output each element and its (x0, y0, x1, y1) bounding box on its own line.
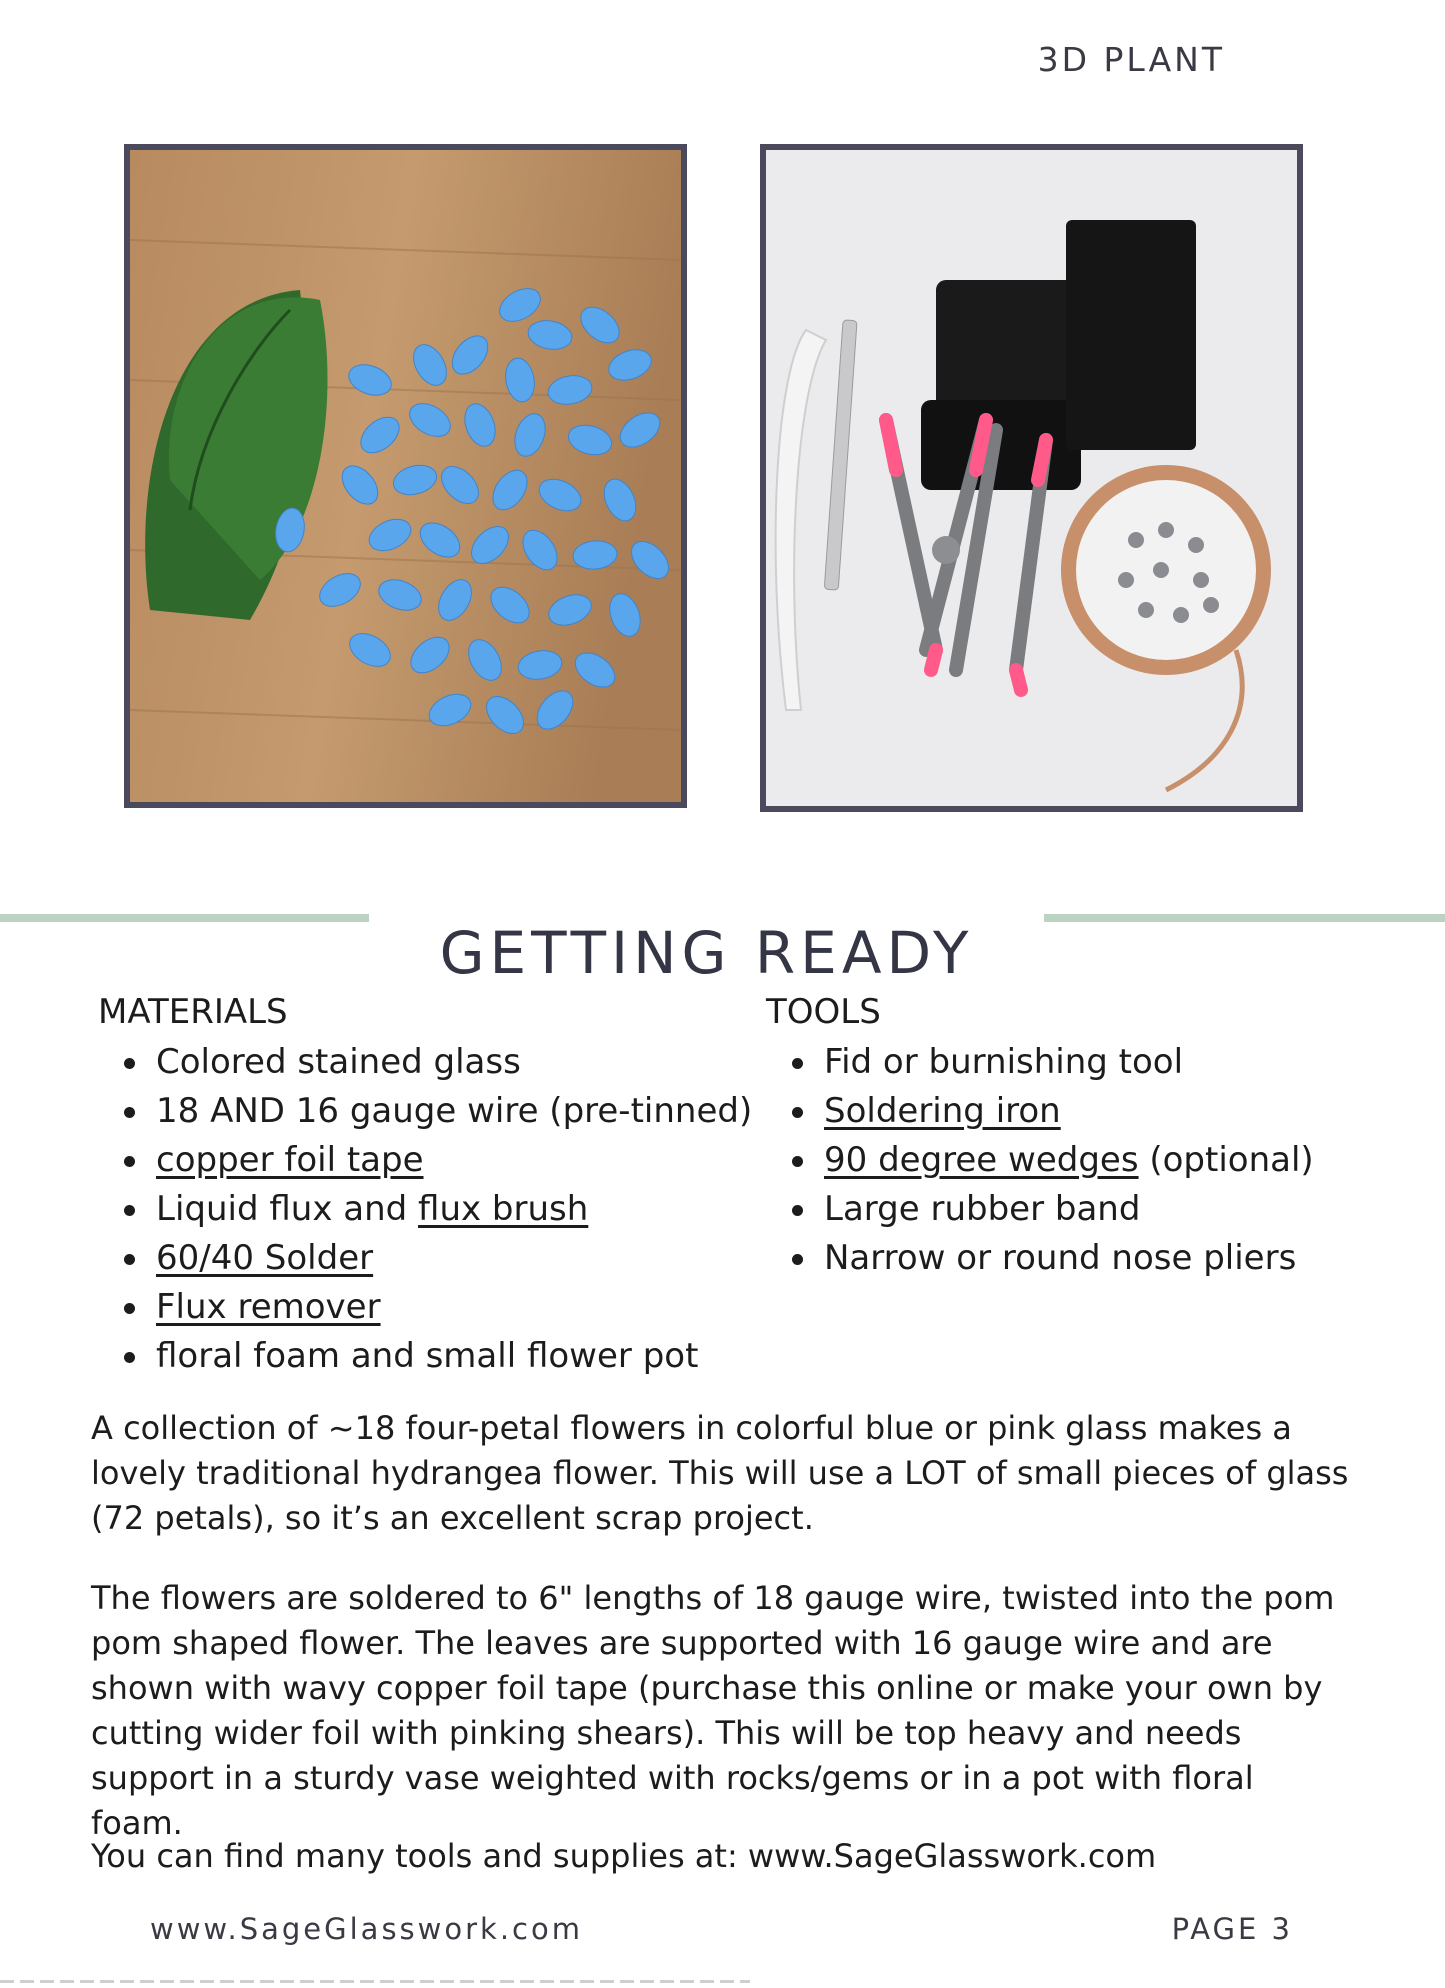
soldering-iron-link[interactable]: Soldering iron (824, 1091, 1061, 1131)
bottom-divider (0, 1980, 750, 1983)
instructions-paragraph: The flowers are soldered to 6" lengths of 18 gauge wire, twisted into the pom pom shaped flower. The leaves are supported with 16 gauge wire and are shown with wavy copper foil tape (purchase this online or make your own by cutting wider foil with pinking shears). This will be top heavy and needs support in a sturdy vase weighted with rocks/gems or in a pot with floral foam. (91, 1579, 1335, 1842)
list-item: floral foam and small flower pot (156, 1332, 738, 1381)
header-label: 3D PLANT (1037, 40, 1225, 79)
tools-photo (760, 144, 1303, 812)
list-item: 90 degree wedges (optional) (824, 1136, 1386, 1185)
list-item (156, 1283, 738, 1332)
supplies-paragraph: You can find many tools and supplies at: www.SageGlasswork.com (91, 1837, 1157, 1875)
list-item: Large rubber band (824, 1185, 1386, 1234)
materials-column (98, 990, 753, 1381)
section-title: GETTING READY (439, 918, 974, 987)
list-item: 18 AND 16 gauge wire (pre-tinned) (156, 1087, 738, 1136)
glass-pieces-illustration (130, 150, 681, 802)
wedges-link[interactable]: 90 degree wedges (824, 1140, 1139, 1180)
flux-brush-link[interactable]: flux brush (418, 1189, 589, 1229)
list-item (824, 1087, 1386, 1136)
flux-remover-link[interactable]: Flux remover (156, 1287, 381, 1327)
list-item (156, 1234, 738, 1283)
materials-heading: MATERIALS (98, 992, 288, 1032)
page-number: PAGE 3 (1171, 1912, 1293, 1946)
list-item: Fid or burnishing tool (824, 1038, 1386, 1087)
list-item: Liquid flux and flux brush (156, 1185, 738, 1234)
list-item: Colored stained glass (156, 1038, 738, 1087)
section-rule-left (0, 914, 369, 922)
tools-illustration (766, 150, 1297, 806)
tools-heading: TOOLS (766, 992, 881, 1032)
intro-paragraph: A collection of ~18 four-petal flowers in colorful blue or pink glass makes a lovely traditional hydrangea flower. This will use a LOT of small pieces of glass (72 petals), so it’s an excellent scrap project. (91, 1409, 1349, 1537)
list-item (156, 1136, 738, 1185)
section-rule-right (1044, 914, 1445, 922)
tools-column (766, 990, 1386, 1283)
solder-link[interactable]: 60/40 Solder (156, 1238, 374, 1278)
list-item: Narrow or round nose pliers (824, 1234, 1386, 1283)
tools-list (766, 1038, 1386, 1283)
footer-url[interactable]: www.SageGlasswork.com (150, 1912, 583, 1946)
copper-foil-tape-link[interactable]: copper foil tape (156, 1140, 424, 1180)
glass-pieces-photo (124, 144, 687, 808)
materials-list (98, 1038, 753, 1381)
